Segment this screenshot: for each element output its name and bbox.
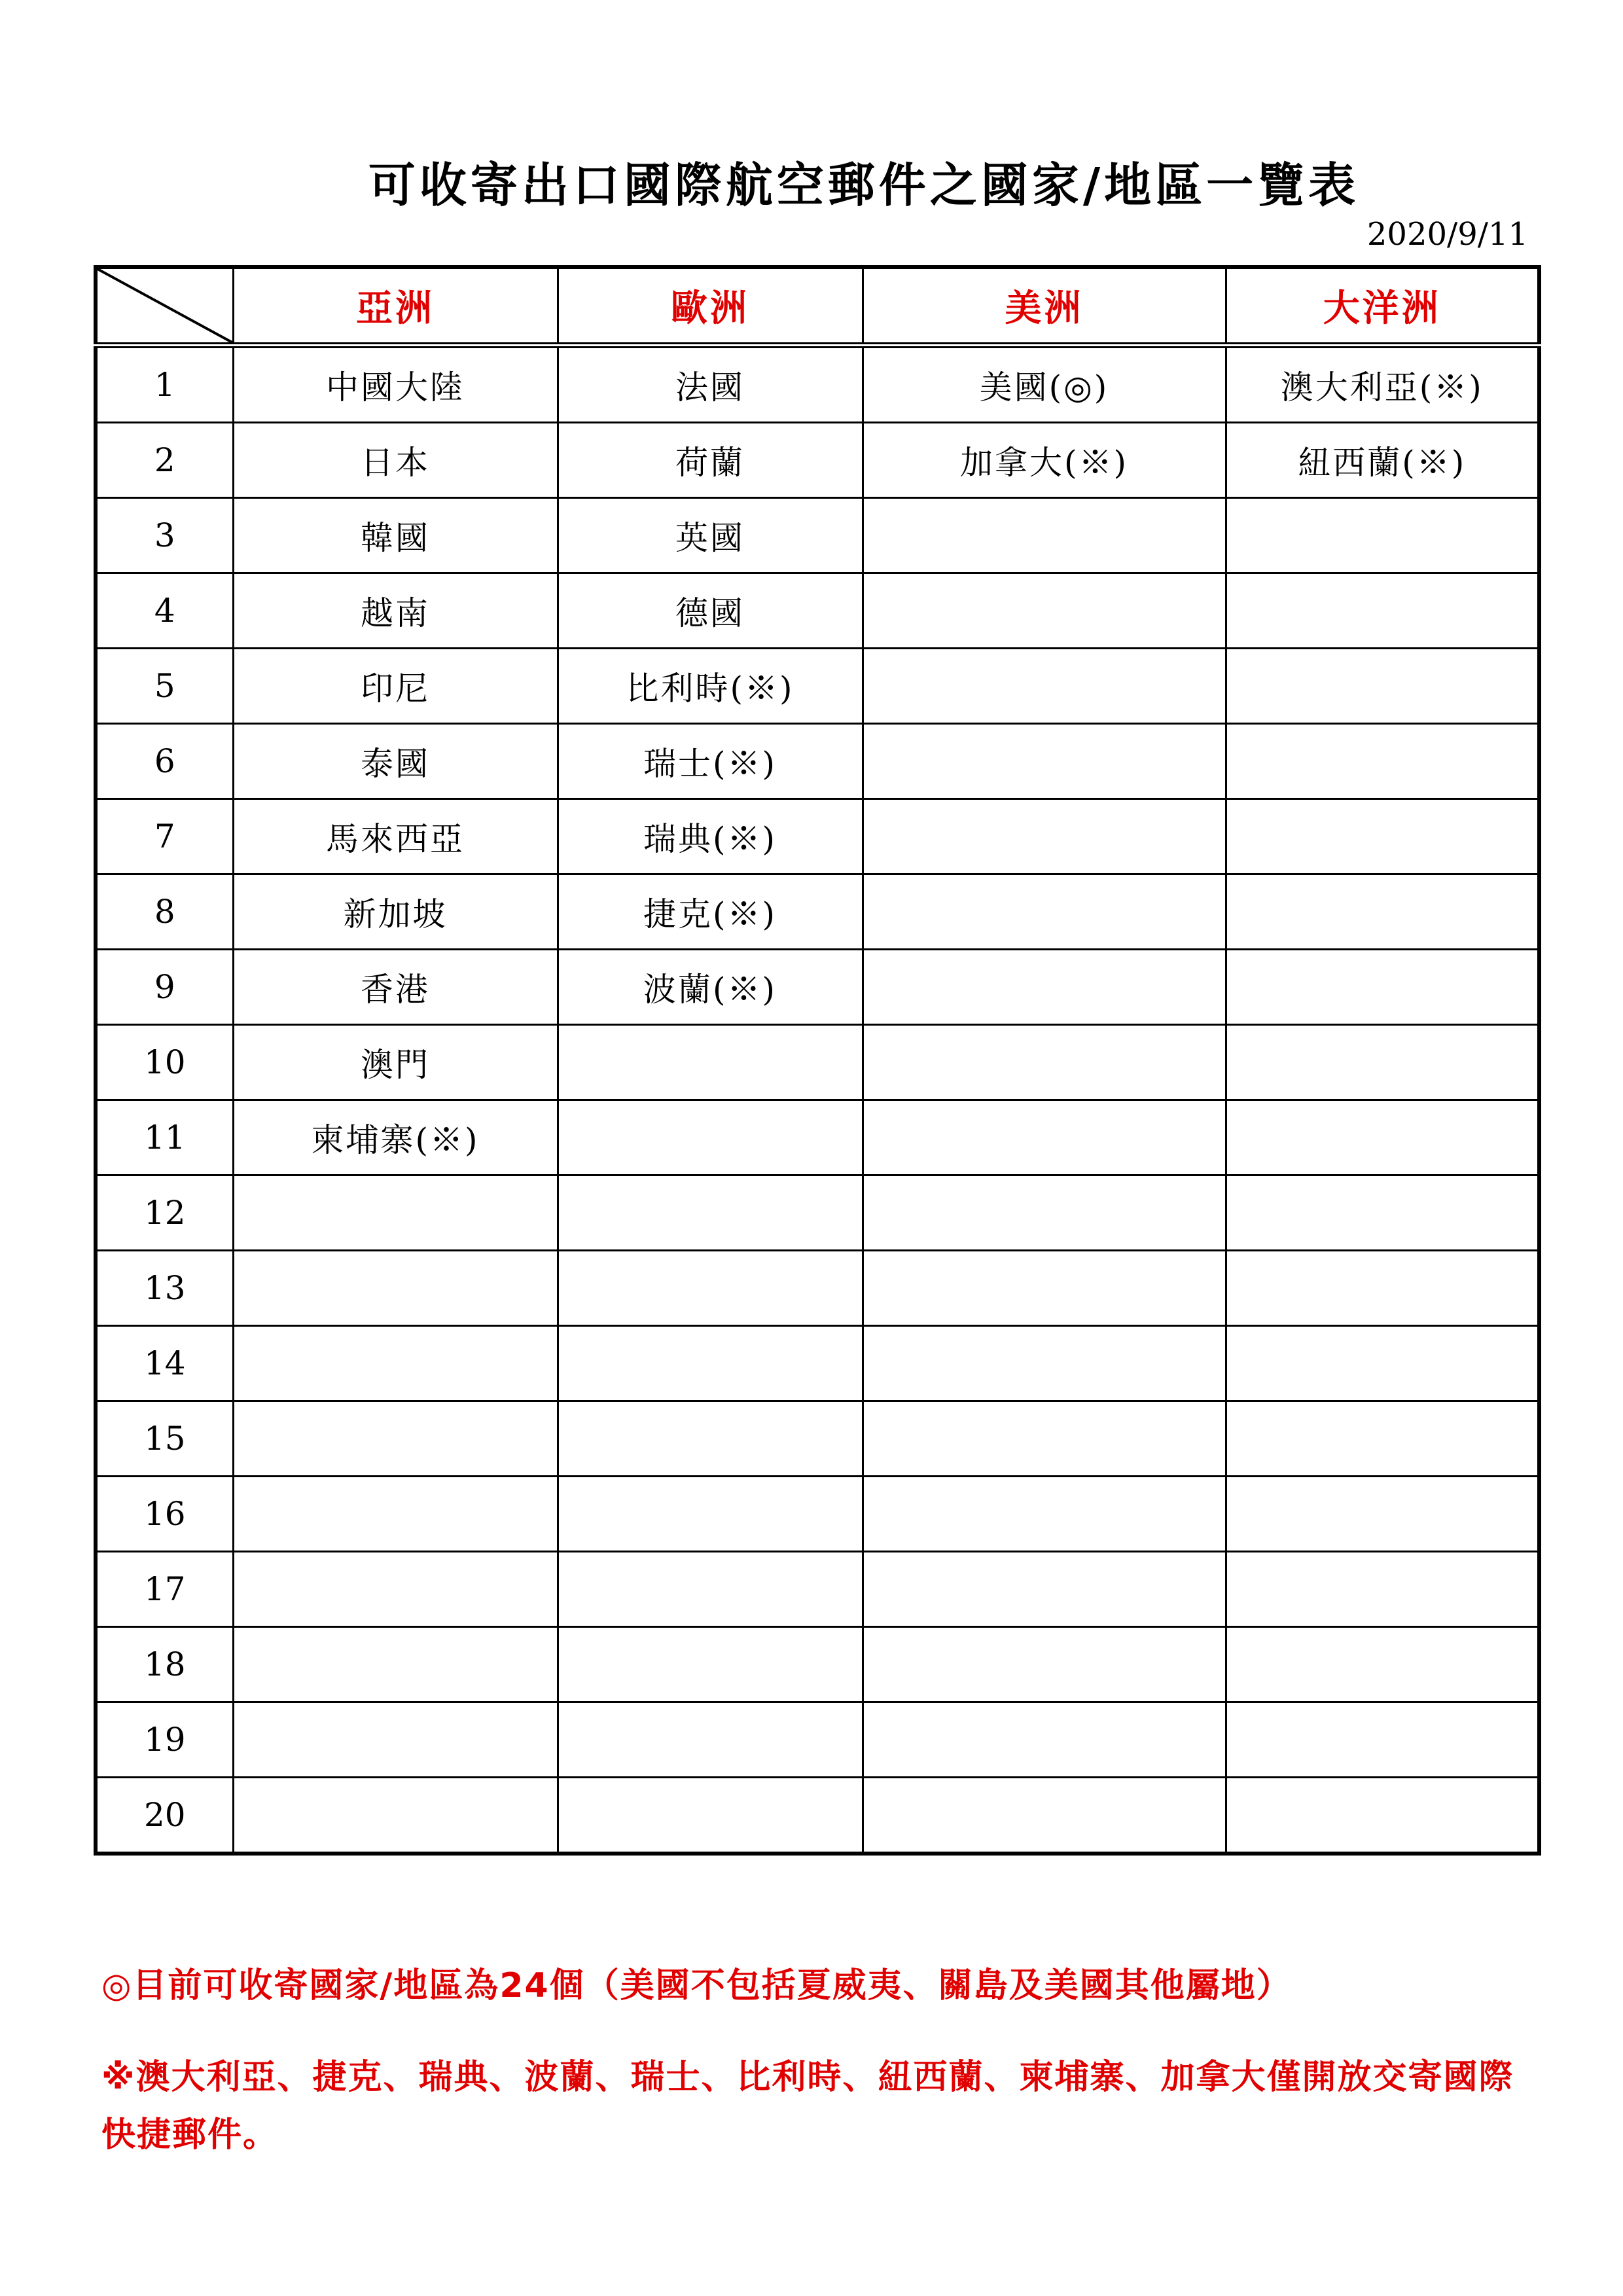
row-number: 14 [96,1326,233,1401]
cell-asia: 泰國 [233,724,558,799]
cell-oceania: 紐西蘭(※) [1226,423,1539,498]
country-table [94,265,1541,1856]
cell-oceania [1226,1778,1539,1854]
cell-europe [558,1477,863,1552]
header-row [96,267,1539,346]
cell-america [863,1401,1226,1477]
table-row [96,1175,1539,1251]
cell-europe [558,1025,863,1100]
table-row [96,573,1539,649]
row-number: 1 [96,346,233,423]
table-row [96,1251,1539,1326]
cell-asia: 韓國 [233,498,558,573]
table-row [96,1627,1539,1702]
column-header-america: 美洲 [863,267,1226,346]
cell-asia: 中國大陸 [233,346,558,423]
row-number: 13 [96,1251,233,1326]
table-row [96,1477,1539,1552]
table-row [96,1401,1539,1477]
cell-america: 美國(◎) [863,346,1226,423]
table-row [96,799,1539,874]
row-number: 12 [96,1175,233,1251]
cell-america [863,1175,1226,1251]
cell-oceania [1226,573,1539,649]
cell-europe [558,1326,863,1401]
cell-america [863,1627,1226,1702]
cell-america [863,1702,1226,1778]
cell-oceania [1226,498,1539,573]
cell-europe: 瑞典(※) [558,799,863,874]
table-row [96,1025,1539,1100]
cell-asia [233,1627,558,1702]
cell-europe: 瑞士(※) [558,724,863,799]
row-number: 11 [96,1100,233,1175]
cell-europe [558,1702,863,1778]
row-number: 4 [96,573,233,649]
cell-europe: 比利時(※) [558,649,863,724]
cell-europe: 捷克(※) [558,874,863,950]
table-row [96,498,1539,573]
table-row [96,1100,1539,1175]
cell-europe [558,1251,863,1326]
table-row [96,346,1539,423]
cell-asia: 馬來西亞 [233,799,558,874]
table-row [96,1702,1539,1778]
cell-america [863,1552,1226,1627]
row-number: 5 [96,649,233,724]
cell-europe [558,1175,863,1251]
corner-cell [96,267,233,346]
cell-america [863,573,1226,649]
row-number: 6 [96,724,233,799]
row-number: 2 [96,423,233,498]
cell-oceania [1226,799,1539,874]
cell-asia [233,1477,558,1552]
table-row [96,724,1539,799]
cell-asia: 澳門 [233,1025,558,1100]
cell-oceania [1226,1251,1539,1326]
cell-america [863,649,1226,724]
page-title: 可收寄出口國際航空郵件之國家/地區一覽表 [368,158,1360,213]
cell-oceania: 澳大利亞(※) [1226,346,1539,423]
cell-europe [558,1778,863,1854]
cell-oceania [1226,724,1539,799]
table-row [96,649,1539,724]
cell-oceania [1226,1175,1539,1251]
cell-asia: 印尼 [233,649,558,724]
cell-oceania [1226,1627,1539,1702]
cell-asia: 香港 [233,950,558,1025]
cell-america [863,1326,1226,1401]
cell-america [863,1100,1226,1175]
row-number: 15 [96,1401,233,1477]
cell-oceania [1226,1025,1539,1100]
table-row [96,423,1539,498]
cell-america [863,724,1226,799]
cell-asia [233,1175,558,1251]
cell-asia: 新加坡 [233,874,558,950]
cell-america: 加拿大(※) [863,423,1226,498]
cell-oceania [1226,1477,1539,1552]
row-number: 3 [96,498,233,573]
diagonal-line-icon [98,269,232,342]
row-number: 7 [96,799,233,874]
cell-europe [558,1552,863,1627]
cell-europe: 德國 [558,573,863,649]
cell-asia: 越南 [233,573,558,649]
cell-europe: 荷蘭 [558,423,863,498]
table-row [96,874,1539,950]
table-row [96,1552,1539,1627]
column-header-oceania: 大洋洲 [1226,267,1539,346]
table-row [96,950,1539,1025]
cell-europe [558,1627,863,1702]
cell-america [863,874,1226,950]
column-header-asia: 亞洲 [233,267,558,346]
table-body [96,346,1539,1854]
cell-oceania [1226,1702,1539,1778]
cell-asia [233,1702,558,1778]
cell-oceania [1226,1326,1539,1401]
cell-oceania [1226,1401,1539,1477]
row-number: 18 [96,1627,233,1702]
cell-america [863,950,1226,1025]
cell-america [863,1778,1226,1854]
row-number: 20 [96,1778,233,1854]
cell-asia: 柬埔寨(※) [233,1100,558,1175]
document-date: 2020/9/11 [1366,216,1528,253]
note-circle: ◎目前可收寄國家/地區為24個（美國不包括夏威夷、關島及美國其他屬地） [101,1966,1292,2005]
cell-europe: 英國 [558,498,863,573]
cell-asia [233,1401,558,1477]
cell-asia [233,1552,558,1627]
row-number: 19 [96,1702,233,1778]
cell-oceania [1226,1552,1539,1627]
cell-europe: 波蘭(※) [558,950,863,1025]
cell-america [863,799,1226,874]
cell-oceania [1226,950,1539,1025]
cell-europe: 法國 [558,346,863,423]
row-number: 8 [96,874,233,950]
cell-asia: 日本 [233,423,558,498]
cell-asia [233,1778,558,1854]
row-number: 17 [96,1552,233,1627]
table-row [96,1326,1539,1401]
column-header-europe: 歐洲 [558,267,863,346]
cell-america [863,1477,1226,1552]
cell-america [863,1251,1226,1326]
cell-europe [558,1100,863,1175]
cell-america [863,498,1226,573]
row-number: 10 [96,1025,233,1100]
table-row [96,1778,1539,1854]
row-number: 9 [96,950,233,1025]
cell-oceania [1226,1100,1539,1175]
cell-asia [233,1251,558,1326]
cell-oceania [1226,649,1539,724]
row-number: 16 [96,1477,233,1552]
note-asterisk: ※澳大利亞、捷克、瑞典、波蘭、瑞士、比利時、紐西蘭、柬埔寨、加拿大僅開放交寄國際快捷郵件。 [101,2058,1514,2155]
cell-oceania [1226,874,1539,950]
cell-asia [233,1326,558,1401]
cell-america [863,1025,1226,1100]
cell-europe [558,1401,863,1477]
